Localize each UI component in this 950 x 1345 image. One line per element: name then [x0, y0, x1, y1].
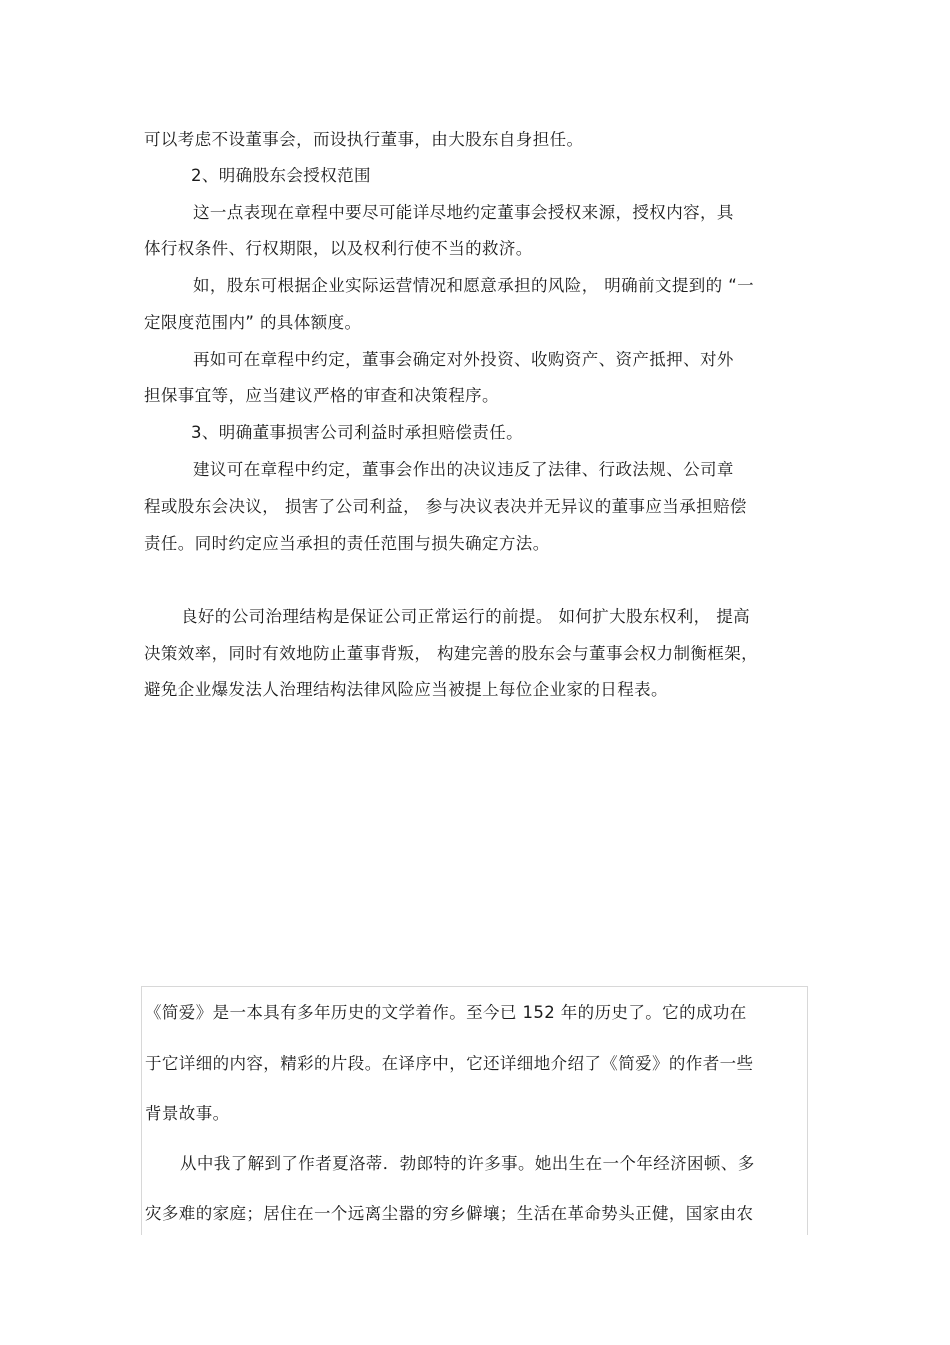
paragraph-line: 可以考虑不设董事会，而设执行董事，由大股东自身担任。 [144, 130, 584, 149]
paragraph-line: 如，股东可根据企业实际运营情况和愿意承担的风险， 明确前文提到的 “一 [193, 276, 755, 295]
essay-line: 《简爱》是一本具有多年历史的文学着作。至今已 152 年的历史了。它的成功在 [145, 1003, 747, 1022]
essay-line: 灾多难的家庭；居住在一个远离尘嚣的穷乡僻壤；生活在革命势头正健，国家由农 [145, 1204, 754, 1223]
paragraph-line: 决策效率，同时有效地防止董事背叛， 构建完善的股东会与董事会权力制衡框架， [144, 644, 759, 663]
paragraph-line: 体行权条件、行权期限，以及权利行使不当的救济。 [144, 239, 533, 258]
paragraph-line: 程或股东会决议， 损害了公司利益， 参与决议表决并无异议的董事应当承担赔偿 [144, 497, 747, 516]
paragraph-line: 再如可在章程中约定，董事会确定对外投资、收购资产、资产抵押、对外 [193, 350, 734, 369]
paragraph-line: 担保事宜等，应当建议严格的审查和决策程序。 [144, 386, 499, 405]
essay-line: 背景故事。 [145, 1104, 230, 1123]
paragraph-line: 良好的公司治理结构是保证公司正常运行的前提。 如何扩大股东权利， 提高 [181, 607, 750, 626]
essay-line: 从中我了解到了作者夏洛蒂．勃郎特的许多事。她出生在一个年经济困顿、多 [180, 1154, 755, 1173]
essay-box [141, 986, 808, 1235]
paragraph-line: 定限度范围内” 的具体额度。 [144, 313, 362, 332]
essay-line: 于它详细的内容，精彩的片段。在译序中，它还详细地介绍了《简爱》的作者一些 [145, 1054, 754, 1073]
paragraph-line: 责任。同时约定应当承担的责任范围与损失确定方法。 [144, 534, 550, 553]
paragraph-line: 建议可在章程中约定，董事会作出的决议违反了法律、行政法规、公司章 [193, 460, 734, 479]
numbered-heading: 2、明确股东会授权范围 [191, 166, 371, 185]
paragraph-line: 这一点表现在章程中要尽可能详尽地约定董事会授权来源，授权内容，具 [193, 203, 734, 222]
numbered-heading: 3、明确董事损害公司利益时承担赔偿责任。 [191, 423, 523, 442]
paragraph-line: 避免企业爆发法人治理结构法律风险应当被提上每位企业家的日程表。 [144, 680, 668, 699]
